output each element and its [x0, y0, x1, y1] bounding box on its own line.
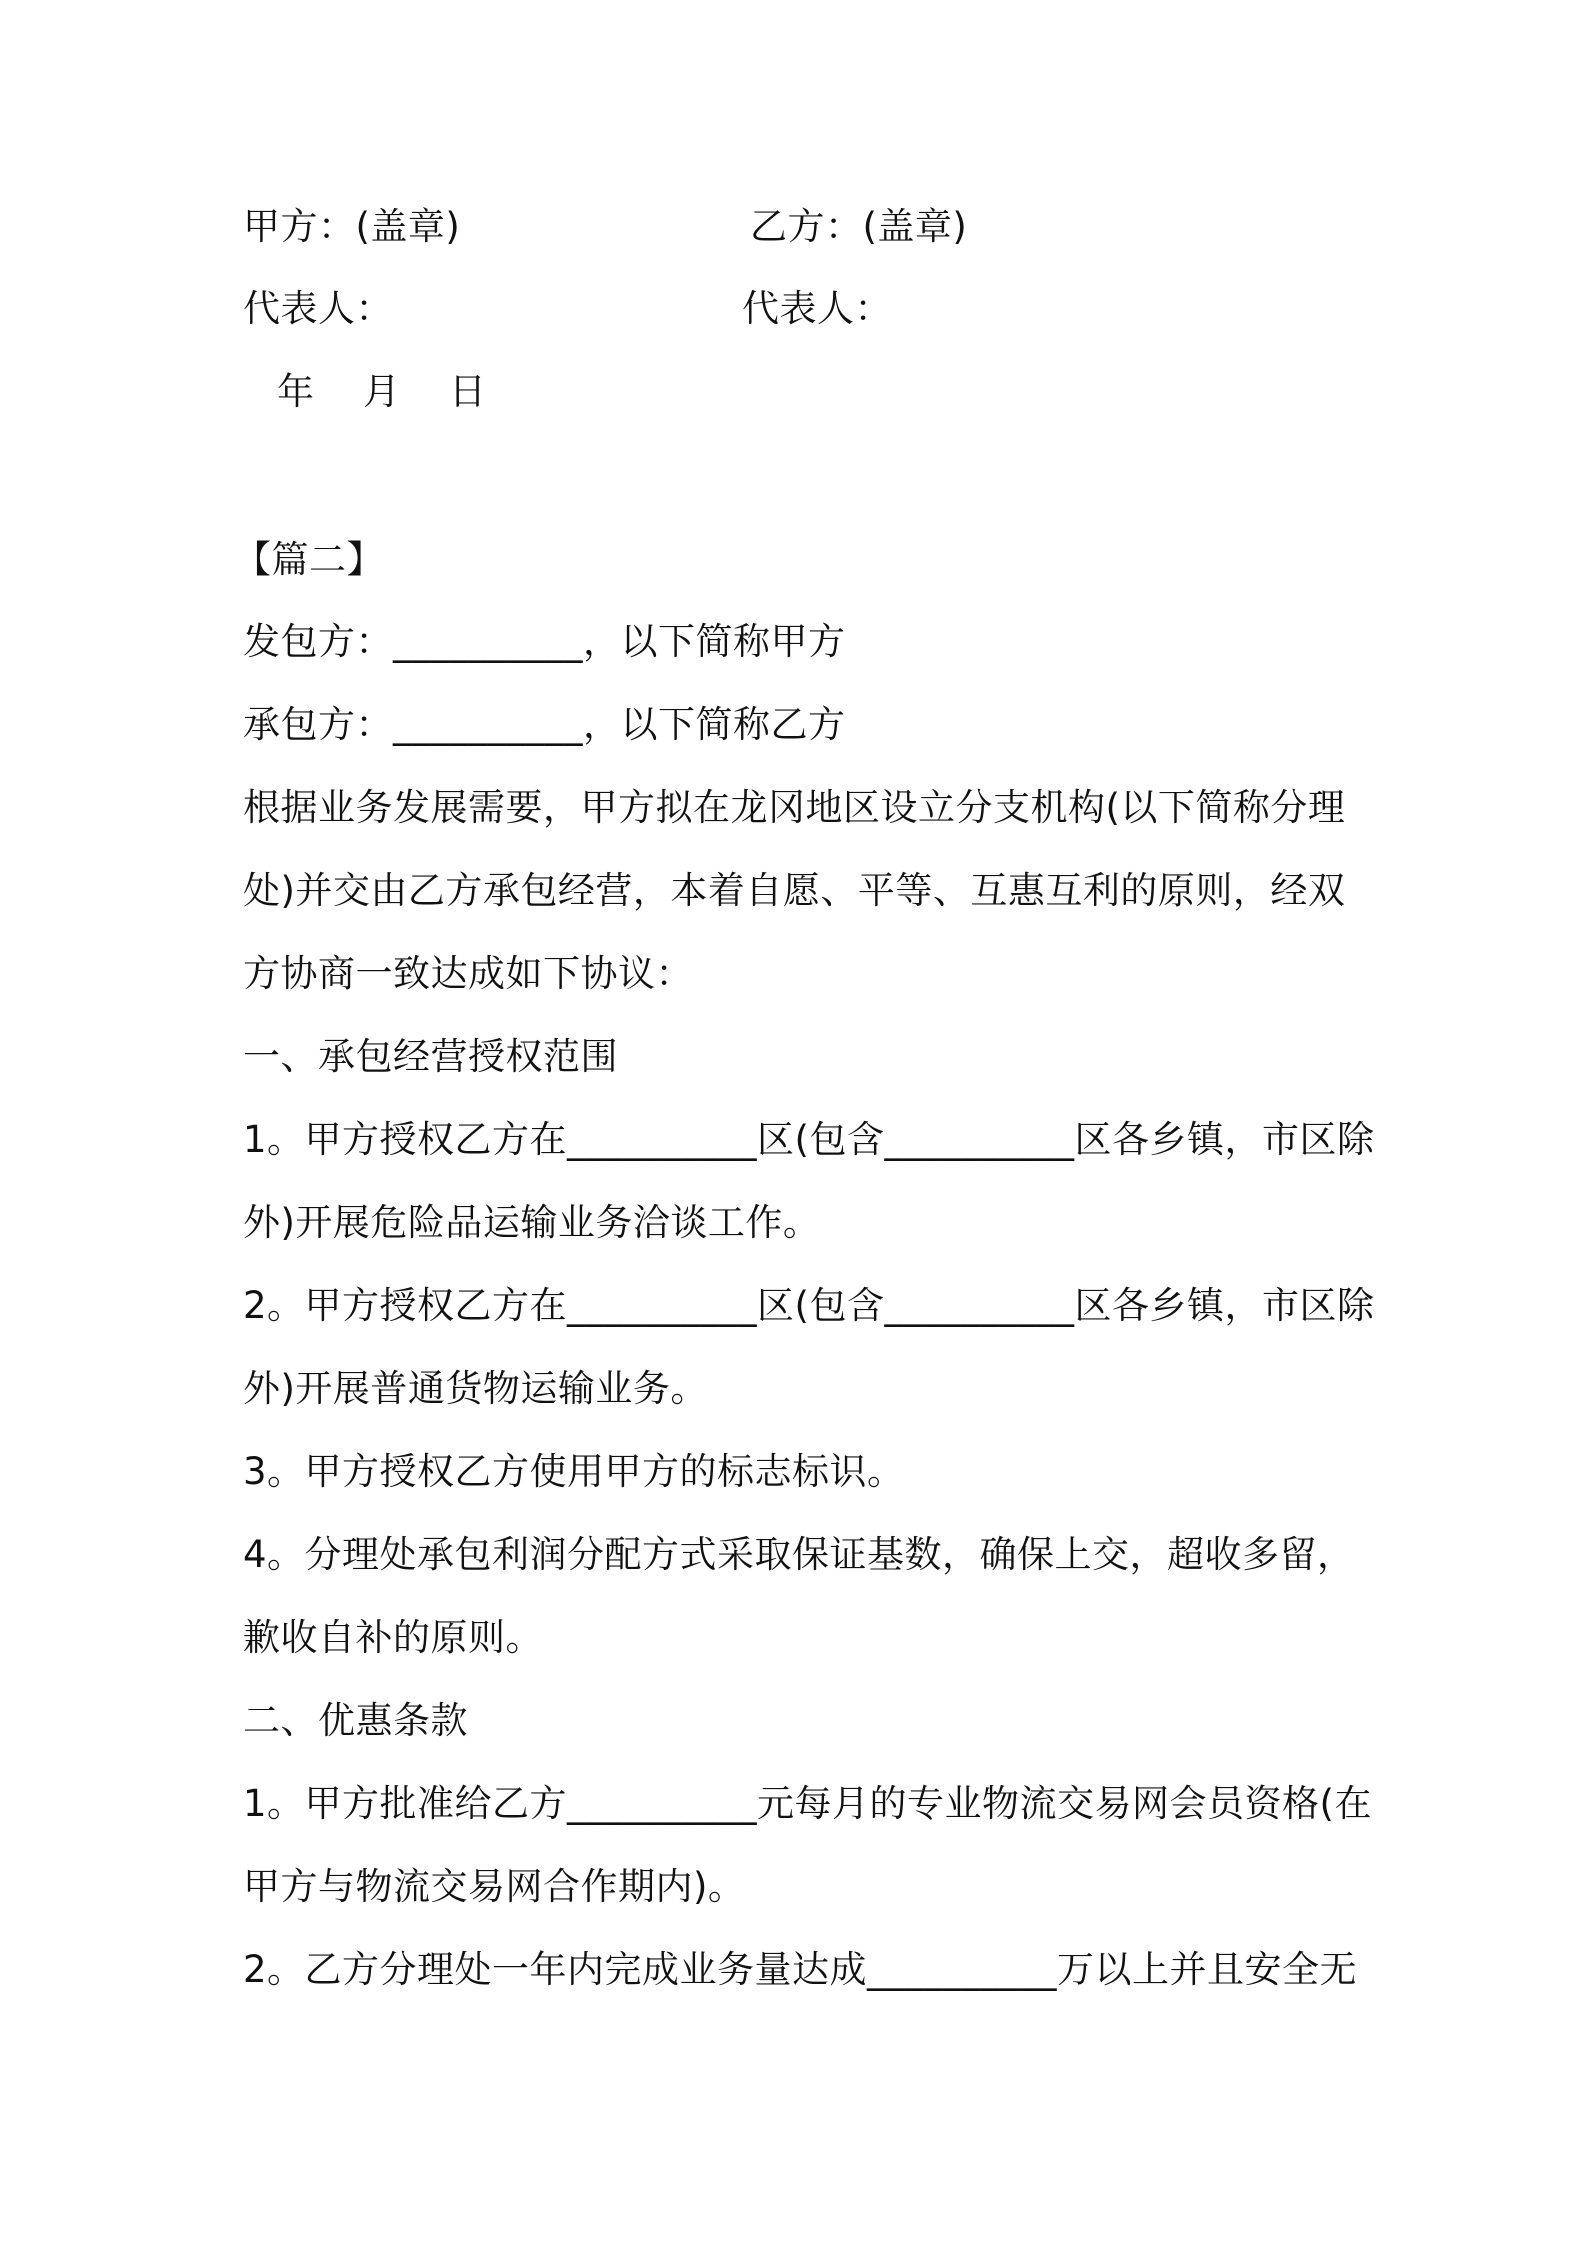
article-one-item: 2。甲方授权乙方在__________区(包含__________区各乡镇，市区除: [243, 1284, 1375, 1327]
section-heading: 【篇二】: [234, 538, 384, 581]
article-one-item: 1。甲方授权乙方在__________区(包含__________区各乡镇，市区除: [243, 1118, 1375, 1161]
contractee-line: 承包方：__________，以下简称乙方: [243, 703, 846, 746]
article-two-item: 1。甲方批准给乙方__________元每月的专业物流交易网会员资格(在: [243, 1782, 1372, 1825]
intro-line: 处)并交由乙方承包经营，本着自愿、平等、互惠互利的原则，经双: [243, 869, 1346, 912]
article-one-item: 3。甲方授权乙方使用甲方的标志标识。: [243, 1450, 905, 1493]
article-two-item: 甲方与物流交易网合作期内)。: [243, 1865, 746, 1908]
party-b-seal: 乙方：(盖章): [750, 205, 968, 248]
party-a-representative: 代表人：: [243, 287, 393, 330]
article-one-title: 一、承包经营授权范围: [243, 1035, 618, 1078]
contractor-line: 发包方：__________，以下简称甲方: [243, 620, 846, 663]
article-one-item: 外)开展普通货物运输业务。: [243, 1367, 708, 1410]
article-one-item: 外)开展危险品运输业务洽谈工作。: [243, 1201, 821, 1244]
intro-line: 方协商一致达成如下协议：: [243, 952, 693, 995]
signature-date: 年 月 日: [277, 370, 492, 413]
article-one-item: 歉收自补的原则。: [243, 1616, 543, 1659]
article-two-title: 二、优惠条款: [243, 1699, 468, 1742]
intro-line: 根据业务发展需要，甲方拟在龙冈地区设立分支机构(以下简称分理: [243, 786, 1346, 829]
party-b-representative: 代表人：: [742, 287, 892, 330]
article-two-item: 2。乙方分理处一年内完成业务量达成__________万以上并且安全无: [243, 1948, 1358, 1991]
article-one-item: 4。分理处承包利润分配方式采取保证基数，确保上交，超收多留，: [243, 1533, 1355, 1576]
party-a-seal: 甲方：(盖章): [243, 205, 461, 248]
